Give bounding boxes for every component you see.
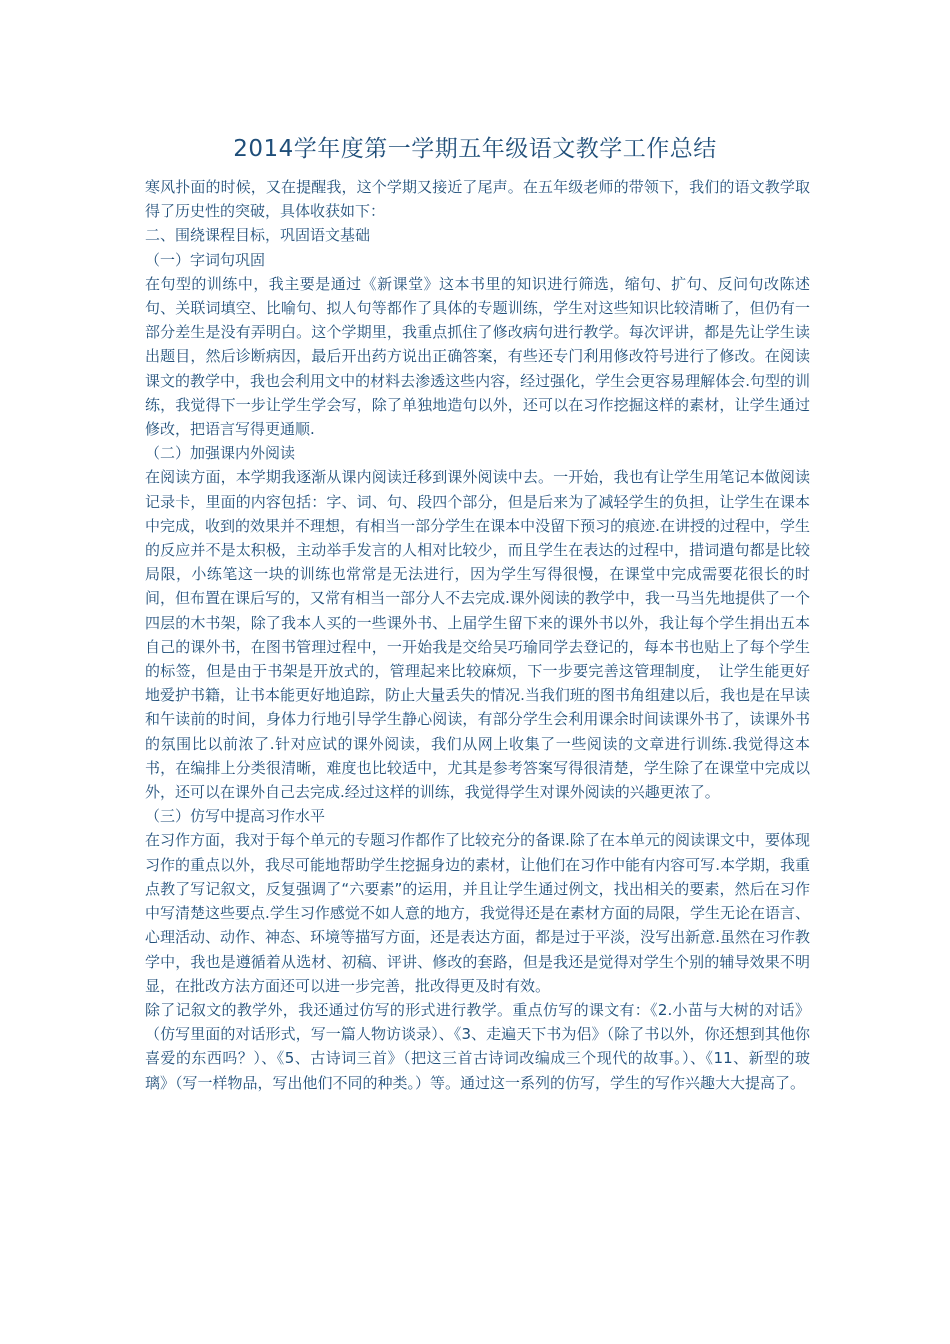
subsection-1-heading: （一）字词句巩固 (145, 250, 266, 269)
subsection-3-paragraph: 在习作方面，我对于每个单元的专题习作都作了比较充分的备课.除了在本单元的阅读课文中，要体现习作的重点以外，我尽可能地帮助学生挖掘身边的素材，让他们在习作中能有内容可写.本学期，我重点教了写记叙文，反复强调了“六要素”的运用，并且让学生通过例文，找出相关的要素，然后在习作中写清楚这些要点.学生习作感觉不如人意的地方，我觉得还是在素材方面的局限，学生无论在语言、心理活动、动作、神态、环境等描写方面，还是表达方面，都是过于平淡，没写出新意.虽然在习作教学中，我也是遵循着从选材、初稿、评讲、修改的套路，但是我还是觉得对学生个别的辅导效果不明显，在批改方法方面还可以进一步完善，批改得更及时有效。 (145, 831, 810, 995)
document-body (145, 175, 810, 1095)
subsection-2-heading: （二）加强课内外阅读 (145, 444, 296, 463)
subsection-1-paragraph: 在句型的训练中，我主要是通过《新课堂》这本书里的知识进行筛选，缩句、扩句、反问句改陈述句、关联词填空、比喻句、拟人句等都作了具体的专题训练，学生对这些知识比较清晰了，但仍有一部分差生是没有弄明白。这个学期里，我重点抓住了修改病句进行教学。每次评讲，都是先让学生读出题目，然后诊断病因，最后开出药方说出正确答案，有些还专门利用修改符号进行了修改。在阅读课文的教学中，我也会利用文中的材料去渗透这些内容，经过强化，学生会更容易理解体会.句型的训练，我觉得下一步让学生学会写，除了单独地造句以外，还可以在习作挖掘这样的素材，让学生通过修改，把语言写得更通顺. (145, 274, 810, 439)
document-title: 2014学年度第一学期五年级语文教学工作总结 (233, 136, 717, 162)
section-heading: 二、围绕课程目标，巩固语文基础 (145, 226, 371, 245)
subsection-2-paragraph: 在阅读方面，本学期我逐渐从课内阅读迁移到课外阅读中去。一开始，我也有让学生用笔记本做阅读记录卡，里面的内容包括：字、词、句、段四个部分，但是后来为了减轻学生的负担，让学生在课本中完成，收到的效果并不理想，有相当一部分学生在课本中没留下预习的痕迹.在讲授的过程中，学生的反应并不是太积极，主动举手发言的人相对比较少，而且学生在表达的过程中，措词遣句都是比较局限，小练笔这一块的训练也常常是无法进行，因为学生写得很慢，在课堂中完成需要花很长的时间，但布置在课后写的，又常有相当一部分人不去完成.课外阅读的教学中，我一马当先地提供了一个四层的木书架，除了我本人买的一些课外书、上届学生留下来的课外书以外，我让每个学生捐出五本自己的课外书，在图书管理过程中，一开始我是交给吴巧瑜同学去登记的，每本书也贴上了每个学生的标签，但是由于书架是开放式的，管理起来比较麻烦，下一步要完善这管理制度， 让学生能更好地爱护书籍，让书本能更好地追踪，防止大量丢失的情况.当我们班的图书角组建以后，我也是在早读和午读前的时间，身体力行地引导学生静心阅读，有部分学生会利用课余时间读课外书了，读课外书的氛围比以前浓了.针对应试的课外阅读，我们从网上收集了一些阅读的文章进行训练.我觉得这本书，在编排上分类很清晰，难度也比较适中，尤其是参考答案写得很清楚，学生除了在课堂中完成以外，还可以在课外自己去完成.经过这样的训练，我觉得学生对课外阅读的兴趣更浓了。 (145, 468, 810, 802)
subsection-3-heading: （三）仿写中提高习作水平 (145, 807, 326, 826)
intro-paragraph: 寒风扑面的时候，又在提醒我，这个学期又接近了尾声。在五年级老师的带领下，我们的语文教学取得了历史性的突破，具体收获如下： (145, 178, 810, 221)
closing-paragraph: 除了记叙文的教学外，我还通过仿写的形式进行教学。重点仿写的课文有：《2.小苗与大树的对话》（仿写里面的对话形式，写一篇人物访谈录）、《3、走遍天下书为侣》（除了书以外，你还想到其他你喜爱的东西吗？）、《5、古诗词三首》（把这三首古诗词改编成三个现代的故事。）、《11、新型的玻璃》（写一样物品，写出他们不同的种类。）等。通过这一系列的仿写，学生的写作兴趣大大提高了。 (145, 1000, 810, 1092)
